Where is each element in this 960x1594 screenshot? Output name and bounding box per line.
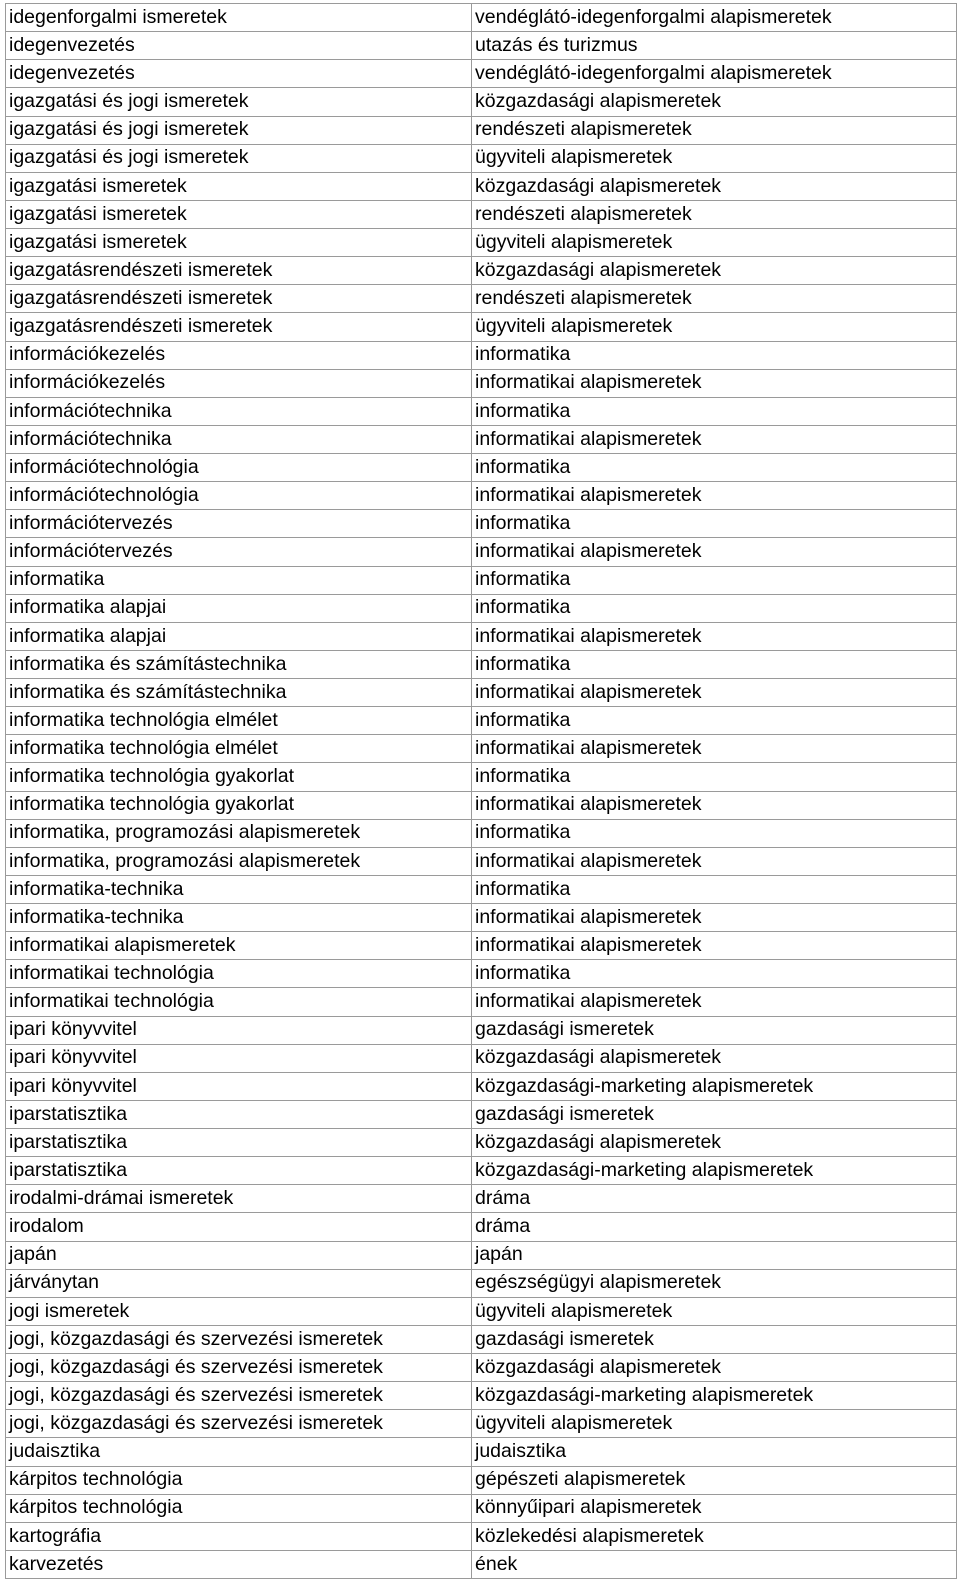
subject-name-cell: ipari könyvvitel xyxy=(6,1072,472,1100)
exam-subject-cell: közgazdasági alapismeretek xyxy=(472,1044,957,1072)
exam-subject-cell: informatikai alapismeretek xyxy=(472,847,957,875)
exam-subject-cell: közlekedési alapismeretek xyxy=(472,1522,957,1550)
exam-subject-cell: rendészeti alapismeretek xyxy=(472,200,957,228)
exam-subject-cell: informatikai alapismeretek xyxy=(472,791,957,819)
table-row xyxy=(6,847,957,875)
subject-name-cell: kartográfia xyxy=(6,1522,472,1550)
subject-name-cell: információtervezés xyxy=(6,538,472,566)
exam-subject-cell: utazás és turizmus xyxy=(472,32,957,60)
table-row xyxy=(6,1297,957,1325)
exam-subject-cell: informatikai alapismeretek xyxy=(472,482,957,510)
table-row xyxy=(6,1241,957,1269)
exam-subject-cell: dráma xyxy=(472,1213,957,1241)
exam-subject-cell: rendészeti alapismeretek xyxy=(472,285,957,313)
exam-subject-cell: közgazdasági alapismeretek xyxy=(472,1129,957,1157)
exam-subject-cell: informatika xyxy=(472,566,957,594)
table-row xyxy=(6,285,957,313)
table-row xyxy=(6,932,957,960)
subject-name-cell: kárpitos technológia xyxy=(6,1494,472,1522)
subject-name-cell: informatika alapjai xyxy=(6,594,472,622)
table-row xyxy=(6,1410,957,1438)
exam-subject-cell: informatikai alapismeretek xyxy=(472,988,957,1016)
table-row xyxy=(6,4,957,32)
subject-name-cell: igazgatási ismeretek xyxy=(6,172,472,200)
exam-subject-cell: informatikai alapismeretek xyxy=(472,932,957,960)
exam-subject-cell: dráma xyxy=(472,1185,957,1213)
subject-name-cell: igazgatási és jogi ismeretek xyxy=(6,88,472,116)
subject-name-cell: idegenforgalmi ismeretek xyxy=(6,4,472,32)
exam-subject-cell: informatika xyxy=(472,707,957,735)
subject-name-cell: iparstatisztika xyxy=(6,1157,472,1185)
subject-name-cell: informatika technológia gyakorlat xyxy=(6,763,472,791)
subject-mapping-table xyxy=(5,3,957,1579)
subject-name-cell: igazgatásrendészeti ismeretek xyxy=(6,257,472,285)
table-row xyxy=(6,88,957,116)
exam-subject-cell: informatika xyxy=(472,397,957,425)
table-row xyxy=(6,735,957,763)
exam-subject-cell: informatika xyxy=(472,510,957,538)
table-row xyxy=(6,229,957,257)
exam-subject-cell: informatika xyxy=(472,960,957,988)
table-row xyxy=(6,1438,957,1466)
exam-subject-cell: vendéglátó-idegenforgalmi alapismeretek xyxy=(472,60,957,88)
exam-subject-cell: ének xyxy=(472,1550,957,1578)
exam-subject-cell: informatikai alapismeretek xyxy=(472,622,957,650)
exam-subject-cell: informatikai alapismeretek xyxy=(472,538,957,566)
table-row xyxy=(6,679,957,707)
exam-subject-cell: gazdasági ismeretek xyxy=(472,1100,957,1128)
subject-name-cell: információtechnológia xyxy=(6,482,472,510)
subject-name-cell: kárpitos technológia xyxy=(6,1466,472,1494)
subject-name-cell: judaisztika xyxy=(6,1438,472,1466)
table-row xyxy=(6,1157,957,1185)
table-row xyxy=(6,988,957,1016)
table-row xyxy=(6,1354,957,1382)
subject-name-cell: jogi, közgazdasági és szervezési ismeretek xyxy=(6,1354,472,1382)
subject-name-cell: informatika, programozási alapismeretek xyxy=(6,847,472,875)
table-row xyxy=(6,257,957,285)
exam-subject-cell: ügyviteli alapismeretek xyxy=(472,144,957,172)
exam-subject-cell: közgazdasági-marketing alapismeretek xyxy=(472,1157,957,1185)
subject-name-cell: informatika-technika xyxy=(6,875,472,903)
table-row xyxy=(6,172,957,200)
exam-subject-cell: informatikai alapismeretek xyxy=(472,425,957,453)
subject-name-cell: informatikai technológia xyxy=(6,960,472,988)
table-row xyxy=(6,791,957,819)
subject-name-cell: informatika-technika xyxy=(6,904,472,932)
exam-subject-cell: közgazdasági-marketing alapismeretek xyxy=(472,1072,957,1100)
table-row xyxy=(6,1044,957,1072)
exam-subject-cell: informatikai alapismeretek xyxy=(472,369,957,397)
subject-name-cell: jogi, közgazdasági és szervezési ismeretek xyxy=(6,1325,472,1353)
table-row xyxy=(6,594,957,622)
subject-name-cell: információtervezés xyxy=(6,510,472,538)
table-row xyxy=(6,313,957,341)
exam-subject-cell: japán xyxy=(472,1241,957,1269)
exam-subject-cell: ügyviteli alapismeretek xyxy=(472,229,957,257)
table-row xyxy=(6,960,957,988)
exam-subject-cell: informatika xyxy=(472,819,957,847)
table-row xyxy=(6,538,957,566)
table-row xyxy=(6,1269,957,1297)
table-row xyxy=(6,1129,957,1157)
table-row xyxy=(6,116,957,144)
exam-subject-cell: ügyviteli alapismeretek xyxy=(472,1297,957,1325)
table-row xyxy=(6,1382,957,1410)
subject-name-cell: irodalmi-drámai ismeretek xyxy=(6,1185,472,1213)
exam-subject-cell: gazdasági ismeretek xyxy=(472,1016,957,1044)
subject-name-cell: ipari könyvvitel xyxy=(6,1016,472,1044)
subject-name-cell: informatikai alapismeretek xyxy=(6,932,472,960)
subject-name-cell: irodalom xyxy=(6,1213,472,1241)
table-row xyxy=(6,200,957,228)
table-row xyxy=(6,1016,957,1044)
exam-subject-cell: informatika xyxy=(472,763,957,791)
table-row xyxy=(6,369,957,397)
exam-subject-cell: judaisztika xyxy=(472,1438,957,1466)
exam-subject-cell: informatikai alapismeretek xyxy=(472,904,957,932)
subject-name-cell: informatika technológia gyakorlat xyxy=(6,791,472,819)
subject-name-cell: karvezetés xyxy=(6,1550,472,1578)
table-row xyxy=(6,1325,957,1353)
table-row xyxy=(6,1522,957,1550)
table-row xyxy=(6,819,957,847)
table-row xyxy=(6,32,957,60)
exam-subject-cell: közgazdasági alapismeretek xyxy=(472,88,957,116)
subject-name-cell: informatikai technológia xyxy=(6,988,472,1016)
subject-name-cell: informatika technológia elmélet xyxy=(6,735,472,763)
table-row xyxy=(6,144,957,172)
exam-subject-cell: ügyviteli alapismeretek xyxy=(472,1410,957,1438)
exam-subject-cell: informatika xyxy=(472,650,957,678)
table-row xyxy=(6,341,957,369)
subject-name-cell: jogi, közgazdasági és szervezési ismeretek xyxy=(6,1410,472,1438)
subject-name-cell: informatika xyxy=(6,566,472,594)
subject-name-cell: igazgatási ismeretek xyxy=(6,200,472,228)
subject-name-cell: információtechnika xyxy=(6,425,472,453)
exam-subject-cell: informatikai alapismeretek xyxy=(472,735,957,763)
subject-name-cell: igazgatásrendészeti ismeretek xyxy=(6,285,472,313)
table-row xyxy=(6,566,957,594)
subject-name-cell: idegenvezetés xyxy=(6,60,472,88)
subject-name-cell: informatika, programozási alapismeretek xyxy=(6,819,472,847)
subject-name-cell: jogi ismeretek xyxy=(6,1297,472,1325)
exam-subject-cell: rendészeti alapismeretek xyxy=(472,116,957,144)
table-row xyxy=(6,60,957,88)
subject-name-cell: idegenvezetés xyxy=(6,32,472,60)
exam-subject-cell: egészségügyi alapismeretek xyxy=(472,1269,957,1297)
table-row xyxy=(6,763,957,791)
subject-name-cell: igazgatási és jogi ismeretek xyxy=(6,116,472,144)
subject-name-cell: információkezelés xyxy=(6,369,472,397)
exam-subject-cell: vendéglátó-idegenforgalmi alapismeretek xyxy=(472,4,957,32)
exam-subject-cell: közgazdasági alapismeretek xyxy=(472,1354,957,1382)
subject-name-cell: iparstatisztika xyxy=(6,1129,472,1157)
table-row xyxy=(6,1213,957,1241)
table-row xyxy=(6,904,957,932)
subject-name-cell: igazgatási és jogi ismeretek xyxy=(6,144,472,172)
table-row xyxy=(6,622,957,650)
subject-name-cell: információtechnika xyxy=(6,397,472,425)
table-row xyxy=(6,482,957,510)
table-row xyxy=(6,875,957,903)
table-row xyxy=(6,454,957,482)
table-row xyxy=(6,707,957,735)
exam-subject-cell: könnyűipari alapismeretek xyxy=(472,1494,957,1522)
exam-subject-cell: közgazdasági alapismeretek xyxy=(472,172,957,200)
subject-name-cell: informatika és számítástechnika xyxy=(6,679,472,707)
table-row xyxy=(6,650,957,678)
exam-subject-cell: ügyviteli alapismeretek xyxy=(472,313,957,341)
subject-name-cell: igazgatási ismeretek xyxy=(6,229,472,257)
exam-subject-cell: informatikai alapismeretek xyxy=(472,679,957,707)
table-row xyxy=(6,1494,957,1522)
exam-subject-cell: informatika xyxy=(472,875,957,903)
subject-name-cell: informatika és számítástechnika xyxy=(6,650,472,678)
subject-name-cell: járványtan xyxy=(6,1269,472,1297)
subject-name-cell: iparstatisztika xyxy=(6,1100,472,1128)
subject-name-cell: ipari könyvvitel xyxy=(6,1044,472,1072)
exam-subject-cell: közgazdasági alapismeretek xyxy=(472,257,957,285)
table-body xyxy=(6,4,957,1579)
subject-name-cell: információkezelés xyxy=(6,341,472,369)
table-row xyxy=(6,425,957,453)
exam-subject-cell: gazdasági ismeretek xyxy=(472,1325,957,1353)
table-row xyxy=(6,1072,957,1100)
table-row xyxy=(6,1466,957,1494)
subject-name-cell: információtechnológia xyxy=(6,454,472,482)
exam-subject-cell: közgazdasági-marketing alapismeretek xyxy=(472,1382,957,1410)
table-row xyxy=(6,510,957,538)
table-row xyxy=(6,1550,957,1578)
subject-name-cell: jogi, közgazdasági és szervezési ismeretek xyxy=(6,1382,472,1410)
subject-name-cell: japán xyxy=(6,1241,472,1269)
exam-subject-cell: informatika xyxy=(472,454,957,482)
table-row xyxy=(6,397,957,425)
exam-subject-cell: gépészeti alapismeretek xyxy=(472,1466,957,1494)
subject-name-cell: informatika alapjai xyxy=(6,622,472,650)
exam-subject-cell: informatika xyxy=(472,594,957,622)
subject-name-cell: informatika technológia elmélet xyxy=(6,707,472,735)
subject-name-cell: igazgatásrendészeti ismeretek xyxy=(6,313,472,341)
table-row xyxy=(6,1185,957,1213)
exam-subject-cell: informatika xyxy=(472,341,957,369)
table-row xyxy=(6,1100,957,1128)
